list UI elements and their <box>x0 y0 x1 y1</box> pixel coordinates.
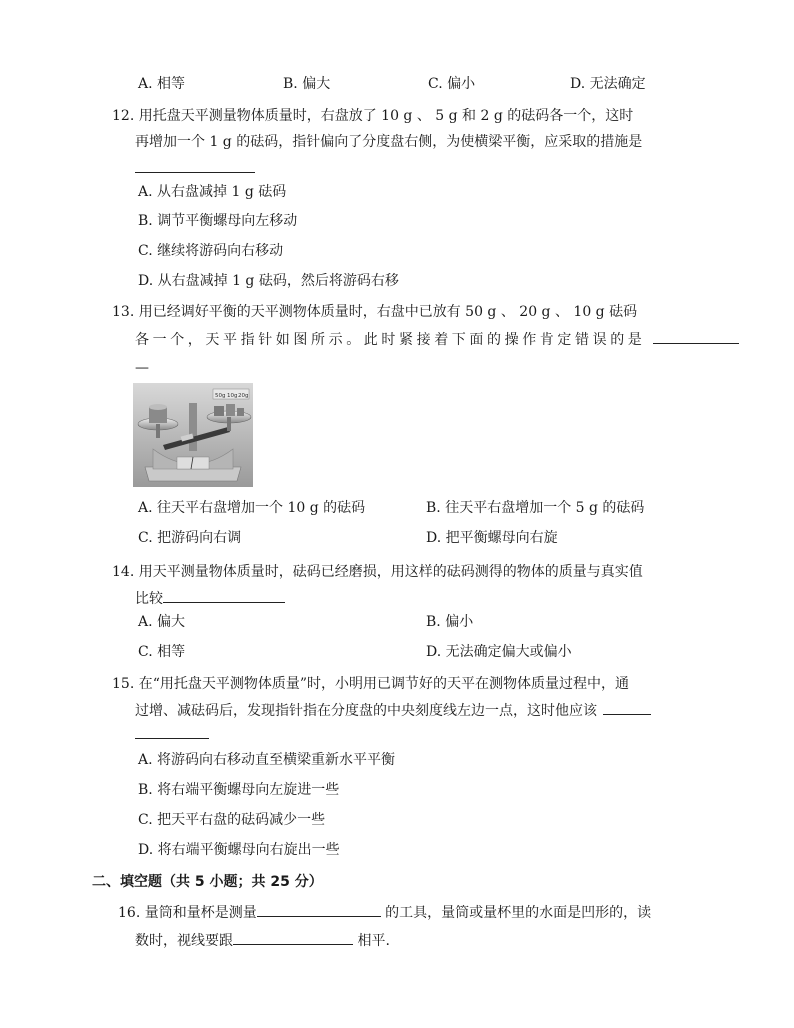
q13-stem-line3: — <box>135 360 149 376</box>
q16-stem-line2 <box>135 930 390 951</box>
q11-option-d: D. 无法确定 <box>570 76 646 92</box>
q13-option-d: D. 把平衡螺母向右旋 <box>426 530 558 546</box>
section-heading-fill-in: 二、填空题（共 5 小题；共 25 分） <box>92 874 323 890</box>
q12-stem-line2: 再增加一个 1 g 的砝码，指针偏向了分度盘右侧，为使横梁平衡，应采取的措施是 <box>135 134 643 150</box>
q16-blank-1 <box>257 902 381 917</box>
q13-answer-blank <box>653 329 739 344</box>
q12-option-b: B. 调节平衡螺母向左移动 <box>138 213 298 229</box>
weight-label-50g: 50g <box>215 393 226 399</box>
q12-option-c: C. 继续将游码向右移动 <box>138 243 284 259</box>
q14-option-a: A. 偏大 <box>138 614 186 630</box>
q15-option-d: D. 将右端平衡螺母向右旋出一些 <box>138 842 340 858</box>
q12-answer-blank <box>135 158 255 179</box>
balance-figure <box>133 383 253 487</box>
q16-text-2b: 相平. <box>353 933 390 949</box>
q14-option-c: C. 相等 <box>138 644 186 660</box>
q16-blank-2 <box>233 930 353 945</box>
q11-option-b: B. 偏大 <box>283 76 331 92</box>
balance-illustration <box>133 383 253 487</box>
q11-option-c: C. 偏小 <box>428 76 476 92</box>
q15-stem-line2-text: 过增、减砝码后，发现指针指在分度盘的中央刻度线左边一点，这时他应该 <box>135 703 597 719</box>
weight-label-20g: 20g <box>238 393 249 399</box>
q16-text-2a: 数时，视线要跟 <box>135 933 233 949</box>
q11-option-a: A. 相等 <box>138 76 186 92</box>
q14-stem-line2-text: 比较 <box>135 591 163 607</box>
q14-option-b: B. 偏小 <box>426 614 474 630</box>
q15-stem-line2 <box>135 700 651 721</box>
q13-option-b: B. 往天平右盘增加一个 5 g 的砝码 <box>426 500 645 516</box>
q14-stem-line1: 14. 用天平测量物体质量时，砝码已经磨损，用这样的砝码测得的物体的质量与真实值 <box>112 564 643 580</box>
q12-stem-line1: 12. 用托盘天平测量物体质量时，右盘放了 10 g 、 5 g 和 2 g 的砝码各一个，这时 <box>112 108 634 124</box>
q14-option-d: D. 无法确定偏大或偏小 <box>426 644 572 660</box>
q15-option-c: C. 把天平右盘的砝码减少一些 <box>138 812 326 828</box>
q16-text-1b: 的工具，量筒或量杯里的水面是凹形的，读 <box>380 905 652 921</box>
weight-label-10g: 10g <box>227 393 238 399</box>
q12-option-d: D. 从右盘减掉 1 g 砝码，然后将游码右移 <box>138 273 399 289</box>
q14-stem-line2 <box>135 588 285 609</box>
q14-answer-blank <box>163 588 285 603</box>
q16-stem-line1 <box>118 902 651 923</box>
q15-option-b: B. 将右端平衡螺母向左旋进一些 <box>138 782 340 798</box>
q13-stem-line1: 13. 用已经调好平衡的天平测物体质量时，右盘中已放有 50 g 、 20 g 、 10 g 砝码 <box>112 304 638 320</box>
q13-option-a: A. 往天平右盘增加一个 10 g 的砝码 <box>138 500 366 516</box>
q15-answer-blank-1 <box>603 700 651 715</box>
q13-stem-line2-text: 各一个，天平指针如图所示。此时紧接着下面的操作肯定错误的是 <box>135 332 646 348</box>
q13-stem-line2 <box>135 329 739 350</box>
q15-stem-line1: 15. 在“用托盘天平测物体质量”时，小明用已调节好的天平在测物体质量过程中，通 <box>112 676 630 692</box>
q15-answer-blank-2 <box>135 724 209 745</box>
q15-option-a: A. 将游码向右移动直至横梁重新水平平衡 <box>138 752 396 768</box>
q16-text-1a: 16. 量筒和量杯是测量 <box>118 905 257 921</box>
q12-option-a: A. 从右盘减掉 1 g 砝码 <box>138 184 287 200</box>
q13-option-c: C. 把游码向右调 <box>138 530 242 546</box>
